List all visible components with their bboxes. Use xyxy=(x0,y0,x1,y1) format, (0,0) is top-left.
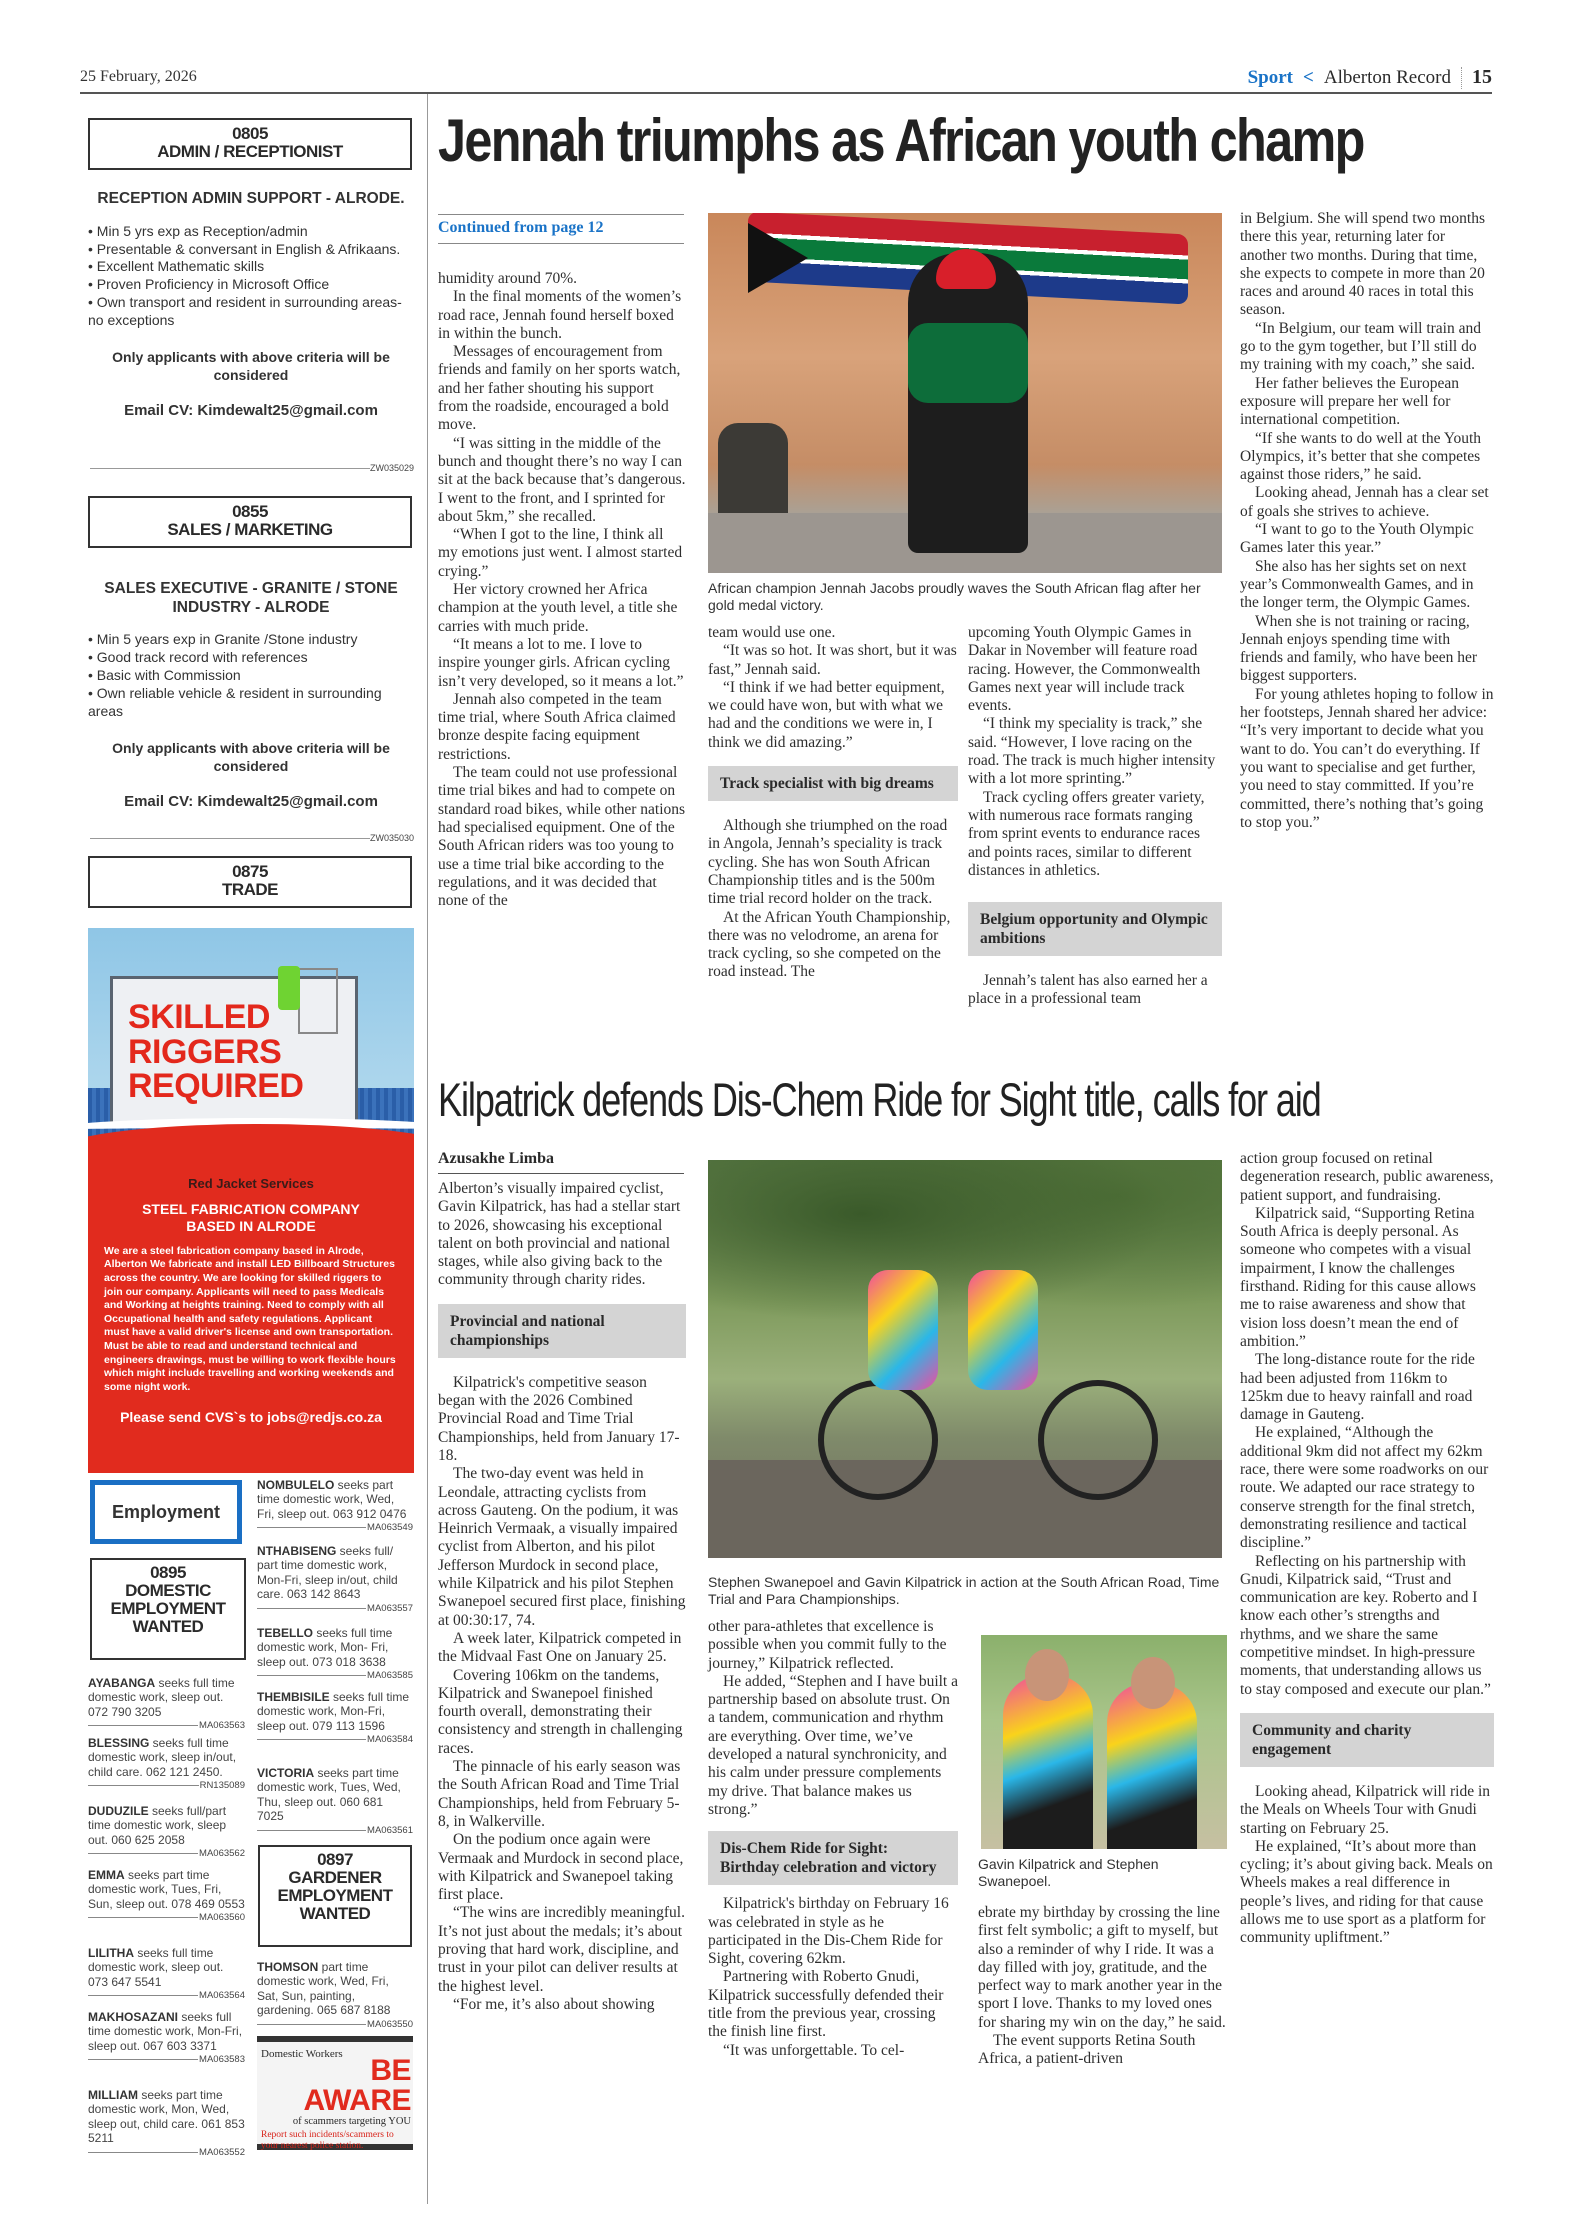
ad-bullet: • Own reliable vehicle & resident in surrounding areas xyxy=(88,684,382,719)
cyclist-graphic xyxy=(968,1270,1038,1390)
worker-icon xyxy=(278,966,300,1010)
continued-from[interactable]: Continued from page 12 xyxy=(438,214,684,244)
article-column: action group focused on retinal degeneration research, public awareness, patient support, and fundraising. Kilpatrick said, “Supporting Retina South Africa is deeply personal. As someone who competes with a visual impairment, I know the challenges firsthand. Riding for this cause allows me to raise awareness and show that vision loss doesn’t mean the end of ambition.” The long-distance route for the ride had been adjusted from 116km to 125km due to heavy rainfall and road damage in Gauteng. He explained, “Although the additional 9km did not affect my 62km race, there were some roadworks on our route. We adapted our race strategy to conserve strength for the final stretch, demonstrating resilience and tactical discipline.” Reflecting on his partnership with Gnudi, Kilpatrick said, “Trust and communication are key. Roberto and I know each other’s strengths and rhythms, and we share the same competitive mindset. In high-pressure moments, that understanding allows us to stay composed and execute our plan.” Community and charity engagement Looking ahead, Kilpatrick will ride in the Meals on Wheels Tour with Gnudi starting on February 25. He explained, “It’s about more than cycling; it’s about giving back. Meals on Wheels makes a real difference in people’s lives, and riding for that cause allows me to use sport as a platform for community upliftment.” xyxy=(1240,1150,1494,1947)
ad-bullet: • Proven Proficiency in Microsoft Office xyxy=(88,276,330,293)
section-name[interactable]: Sport xyxy=(1247,66,1294,88)
category-code: 0875 xyxy=(232,862,268,881)
publication-name: Alberton Record xyxy=(1323,66,1451,88)
ad-bullet: • Min 5 yrs exp as Reception/admin xyxy=(88,222,308,239)
list-item: BLESSING seeks full time domestic work, sleep in/out, child care. 062 121 2450. RN135089 xyxy=(88,1736,245,1792)
article-headline: Kilpatrick defends Dis-Chem Ride for Sight title, calls for aid xyxy=(438,1073,1321,1126)
wheel-graphic xyxy=(1038,1380,1158,1500)
list-item: DUDUZILE seeks full/part time domestic work, sleep out. 060 625 2058 MA063562 xyxy=(88,1804,245,1860)
advert-headline: STEEL FABRICATION COMPANY BASED IN ALRODE xyxy=(142,1201,360,1234)
category-box-sales xyxy=(88,496,412,548)
divider xyxy=(1461,67,1462,89)
list-item: LILITHA seeks full time domestic work, sleep out. 073 647 5541 MA063564 xyxy=(88,1946,245,2002)
article-column: ebrate my birthday by crossing the line first felt symbolic; a gift to myself, but also a reminder of why I ride. It was a day filled with joy, gratitude, and the perfect way to mark another year in the sport I love. Thanks to my loved ones for sharing my win on the day,” he said. The event supports Retina South Africa, a patient-driven xyxy=(978,1904,1226,2068)
cyclist-graphic xyxy=(868,1270,938,1390)
employment-badge: Employment xyxy=(90,1480,242,1544)
header-rule xyxy=(80,92,1492,94)
warning-sub: of scammers targeting YOU xyxy=(292,2116,411,2127)
category-title: TRADE xyxy=(221,879,279,899)
column-divider xyxy=(427,94,428,2204)
cherry-picker-icon xyxy=(298,968,338,1034)
list-item: NOMBULELO seeks part time domestic work, Wed, Fri, sleep out. 063 912 0476 MA063549 xyxy=(257,1478,413,1534)
subheading: Community and charity engagement xyxy=(1240,1713,1494,1767)
article-column: team would use one. “It was so hot. It was short, but it was fast,” Jennah said. “I think if we had better equipment, we could have won, but with what we had and the conditions we were in, I think we did amazing.” Track specialist with big dreams Although she triumphed on the road in Angola, Jennah’s speciality is track cycling. She has won South African Championship titles and is the 500m time trial record holder on the track. At the African Youth Championship, there was no velodrome, an arena for track cycling, so she competed on the road instead. The xyxy=(708,624,957,981)
riders-portrait-photo xyxy=(981,1635,1227,1849)
ad-criteria: Only applicants with above criteria will be considered xyxy=(112,739,390,774)
billboard-photo xyxy=(88,928,414,1148)
article-column: upcoming Youth Olympic Games in Dakar in November will feature road racing. However, the Commonwealth Games next year will include track events. “I think my speciality is track,” she said. “However, I love racing on the road. The track is much higher intensity with a lot more sprinting.” Track cycling offers greater variety, with numerous race formats ranging from sprint events to endurance races and points races, similar to different distances in athletics. Belgium opportunity and Olympic ambitions Jennah’s talent has also earned her a place in a professional team xyxy=(968,624,1222,1009)
ad-bullet: • Min 5 years exp in Granite /Stone industry xyxy=(88,631,358,648)
cyclist-graphic xyxy=(908,253,1028,553)
classified-ad-reception xyxy=(88,190,414,419)
ad-criteria: Only applicants with above criteria will be considered xyxy=(112,349,390,384)
article-headline: Jennah triumphs as African youth champ xyxy=(438,107,1364,174)
jennah-flag-photo xyxy=(708,213,1222,573)
category-box-domestic: 0895 DOMESTIC EMPLOYMENT WANTED xyxy=(90,1558,246,1660)
ad-reference: ZW035029 xyxy=(90,462,414,474)
photo-caption: Gavin Kilpatrick and Stephen Swanepoel. xyxy=(978,1856,1159,1889)
issue-date: 25 February, 2026 xyxy=(80,68,197,85)
section-header xyxy=(1248,66,1492,89)
ad-email[interactable]: Email CV: Kimdewalt25@gmail.com xyxy=(124,402,378,420)
ad-bullet: • Presentable & conversant in English & Afrikaans. xyxy=(88,240,401,257)
ad-requirements xyxy=(88,223,414,330)
list-item: VICTORIA seeks part time domestic work, Tues, Wed, Thu, sleep out. 060 681 7025 MA063561 xyxy=(257,1766,413,1836)
list-item: TEBELLO seeks full time domestic work, Mon- Fri, sleep out. 073 018 3638 MA063585 xyxy=(257,1626,413,1682)
scam-warning-box xyxy=(257,2036,413,2150)
warning-report: Report such incidents/scammers to your nearest police station. xyxy=(261,2130,394,2152)
list-item: MAKHOSAZANI seeks full time domestic work, Mon-Fri, sleep out. 067 603 3371 MA063583 xyxy=(88,2010,245,2066)
subheading: Belgium opportunity and Olympic ambitions xyxy=(968,902,1222,956)
advert-body xyxy=(88,1176,414,1425)
warning-audience: Domestic Workers xyxy=(261,2048,343,2060)
subheading: Provincial and national championships xyxy=(438,1304,686,1358)
separator-glyph: < xyxy=(1303,66,1314,88)
subheading: Track specialist with big dreams xyxy=(708,766,958,801)
warning-headline: BE AWARE xyxy=(303,2054,411,2117)
ad-bullet: • Excellent Mathematic skills xyxy=(88,258,265,275)
category-box-gardener: 0897 GARDENER EMPLOYMENT WANTED xyxy=(258,1845,412,1947)
list-item: THEMBISILE seeks full time domestic work, Mon-Fri, sleep out. 079 113 1596 MA063584 xyxy=(257,1690,413,1746)
advert-cta[interactable]: Please send CVS`s to jobs@redjs.co.za xyxy=(120,1408,382,1425)
riggers-advert xyxy=(88,928,414,1473)
ad-heading: SALES EXECUTIVE - GRANITE / STONE INDUSTRY - ALRODE xyxy=(104,580,398,616)
list-item: NTHABISENG seeks full/ part time domestic work, Mon-Fri, sleep in/out, child care. 063 142 8643 MA063557 xyxy=(257,1544,413,1614)
company-name: Red Jacket Services xyxy=(188,1176,314,1191)
wheel-graphic xyxy=(818,1380,938,1500)
ad-reference: ZW035030 xyxy=(90,832,414,844)
category-code: 0855 xyxy=(232,502,268,521)
photo-caption: Stephen Swanepoel and Gavin Kilpatrick in action at the South African Road, Time Trial and Para Championships. xyxy=(708,1574,1220,1607)
list-item: AYABANGA seeks full time domestic work, sleep out. 072 790 3205 MA063563 xyxy=(88,1676,245,1732)
advert-description: We are a steel fabrication company based in Alrode, Alberton We fabricate and install LED Billboard Structures across the country. We are looking for skilled riggers to join our company. Applicants will need to pass Medicals and Working at heights training. Need to comply with all Occupational health and safety regulations. Applicant must have a valid driver's license and own transportation. Must be able to read and understand technical and engineers drawings, must be willing to work flexible hours which might include travelling and working weekends and some night work. xyxy=(104,1244,396,1393)
article-column: other para-athletes that excellence is possible when you commit fully to the journey,” Kilpatrick reflected. He added, “Stephen and I have built a partnership based on absolute trust. On a tandem, communication and rhythm are everything. Over time, we’ve developed a natural synchronicity, and his calm under pressure complements my drive. That balance makes us strong.” Dis-Chem Ride for Sight: Birthday celebration and victory Kilpatrick's birthday on February 16 was celebrated in style as he participated in the Dis-Chem Ride for Sight, covering 62km. Partnering with Roberto Gnudi, Kilpatrick successfully defended their title from the previous year, crossing the finish line first. “It was unforgettable. To cel- xyxy=(708,1618,958,2059)
list-item: EMMA seeks part time domestic work, Tues, Fri, Sun, sleep out. 078 469 0553 MA063560 xyxy=(88,1868,245,1924)
ad-bullet: • Own transport and resident in surrounding areas- no exceptions xyxy=(88,294,402,329)
category-box-admin xyxy=(88,118,412,170)
article-column: humidity around 70%. In the final moments of the women’s road race, Jennah found herself boxed in within the bunch. Messages of encouragement from friends and family on her sports watch, and her father shouting his support from the roadside, encouraged a bold move. “I was sitting in the middle of the bunch and thought there’s no way I can sit at the back because that’s dangerous. I went to the front, and I sprinted for about 5km,” she recalled. “When I got to the line, I think all my emotions just went. I almost started crying.” Her victory crowned her Africa champion at the youth level, a title she carries with much pride. “It means a lot to me. I love to inspire younger girls. African cycling isn’t very developed, so it means a lot.” Jennah also competed in the team time trial, where South Africa claimed bronze despite facing equipment restrictions. The team could not use professional time trial bikes and had to compete on standard road bikes, while other nations had specialised equipment. One of the South African riders was too young to use a time trial bike according to the regulations, and it was decided that none of the xyxy=(438,270,686,910)
billboard-text: SKILLED RIGGERS REQUIRED xyxy=(128,998,304,1106)
category-title: SALES / MARKETING xyxy=(167,519,333,539)
person-graphic xyxy=(1003,1675,1093,1849)
article-column: Alberton’s visually impaired cyclist, Gavin Kilpatrick, has had a stellar start to 2026, showcasing his exceptional talent on both provincial and national stages, while also giving back to the community through charity rides. Provincial and national championships Kilpatrick's competitive season began with the 2026 Combined Provincial Road and Time Trial Championships, held from January 17-18. The two-day event was held in Leondale, attracting cyclists from across Gauteng. On the podium, it was Heinrich Vermaak, a visually impaired cyclist from Alberton, and his pilot Jefferson Murdock in second place, while Kilpatrick and his pilot Stephen Swanepoel secured first place, finishing at 00:30:17, 74. A week later, Kilpatrick competed in the Midvaal Fast One on January 25. Covering 106km on the tandems, Kilpatrick and Swanepoel finished fourth overall, demonstrating their consistency and strength in challenging races. The pinnacle of his early season was the South African Road and Time Trial Championships, held from February 5-8, in Walkerville. On the podium once again were Vermaak and Murdock in second place, with Kilpatrick and Swanepoel taking first place. “The wins are incredibly meaningful. It’s not just about the medals; it’s about proving that hard work, discipline, and trust in your pilot can deliver results at the highest level. “For me, it’s also about showing xyxy=(438,1180,686,2013)
category-box-trade xyxy=(88,856,412,908)
tandem-race-photo xyxy=(708,1160,1222,1558)
list-item: THOMSON part time domestic work, Wed, Fri, Sat, Sun, painting, gardening. 065 687 8188 MA063550 xyxy=(257,1960,413,2030)
ad-email[interactable]: Email CV: Kimdewalt25@gmail.com xyxy=(124,793,378,811)
ad-bullet: • Good track record with references xyxy=(88,649,308,666)
photo-caption: African champion Jennah Jacobs proudly waves the South African flag after her gold medal victory. xyxy=(708,580,1201,613)
list-item: MILLIAM seeks part time domestic work, Mon, Wed, sleep out, child care. 061 853 5211 MA063552 xyxy=(88,2088,245,2158)
category-title: ADMIN / RECEPTIONIST xyxy=(157,141,343,161)
page-number: 15 xyxy=(1472,66,1492,88)
ad-bullet: • Basic with Commission xyxy=(88,667,241,683)
ad-requirements xyxy=(88,631,414,721)
category-code: 0805 xyxy=(232,124,268,143)
byline: Azusakhe Limba xyxy=(438,1150,684,1174)
ad-heading: RECEPTION ADMIN SUPPORT - ALRODE. xyxy=(97,190,405,207)
classified-ad-sales xyxy=(88,580,414,810)
subheading: Dis-Chem Ride for Sight: Birthday celebration and victory xyxy=(708,1831,958,1885)
article-column: in Belgium. She will spend two months there this year, returning later for another two months. During that time, she expects to compete in more than 20 races and around 40 races in total this season. “In Belgium, our team will train and go to the gym together, but I’ll still do my training with my coach,” she said. Her father believes the European exposure will prepare her well for international competition. “If she wants to do well at the Youth Olympics, it’s better that she competes against those riders,” he said. Looking ahead, Jennah has a clear set of goals she strives to achieve. “I want to go to the Youth Olympic Games later this year.” She also has her sights set on next year’s Commonwealth Games, and in the longer term, the Olympic Games. When she is not training or racing, Jennah enjoys spending time with friends and family, who have been her biggest supporters. For young athletes hoping to follow in her footsteps, Jennah shared her advice: “It’s very important to decide what you want to do. You can’t do everything. If you want to specialise and get further, you need to stay committed. If you’re committed, there’s nothing that’s going to stop you.” xyxy=(1240,210,1494,831)
